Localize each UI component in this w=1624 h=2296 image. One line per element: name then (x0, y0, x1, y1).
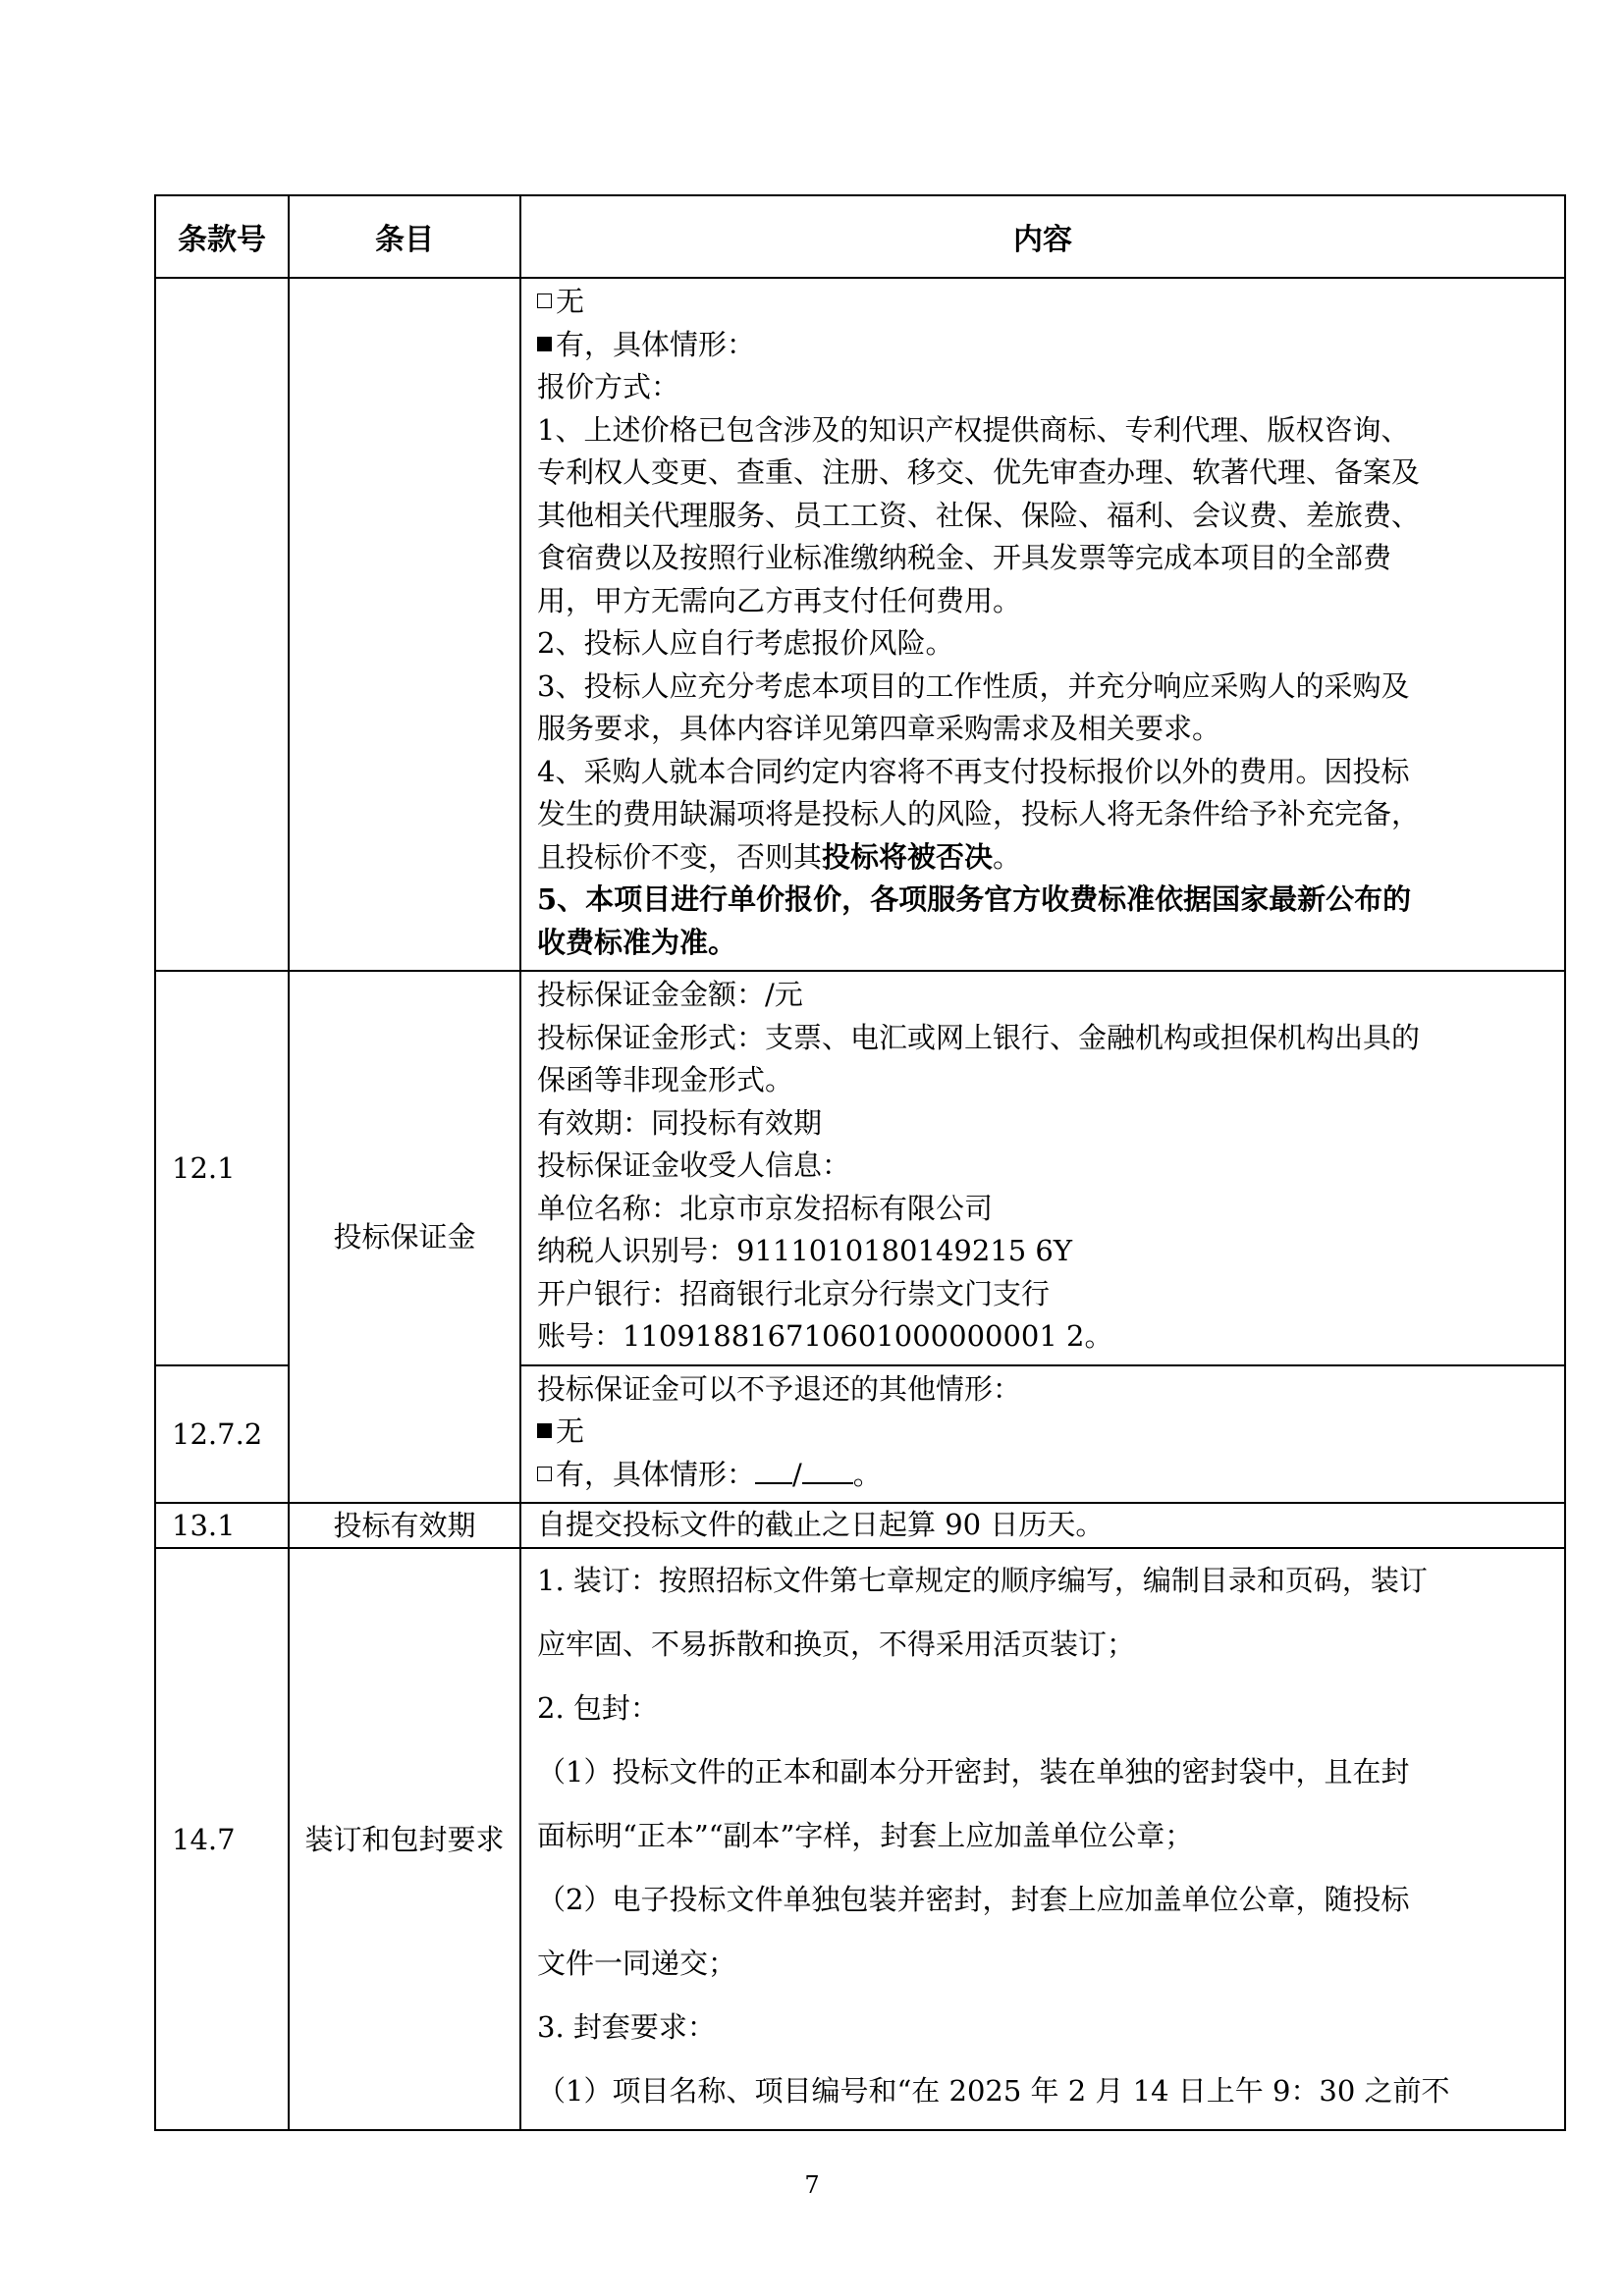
bold-line: 收费标准为准。 (537, 925, 737, 959)
content-line: 其他相关代理服务、员工工资、社保、保险、福利、会议费、差旅费、 (537, 498, 1421, 532)
option-none-label: 无 (556, 1415, 585, 1448)
clause-item: 投标保证金 (289, 971, 520, 1503)
clause-item: 投标有效期 (289, 1503, 520, 1548)
clause-content (520, 278, 1565, 971)
table-row (155, 971, 1565, 1365)
content-line: 服务要求，具体内容详见第四章采购需求及相关要求。 (537, 712, 1221, 745)
content-line: 1. 装订：按照招标文件第七章规定的顺序编写，编制目录和页码，装订 (537, 1564, 1428, 1597)
clause-number (155, 278, 289, 971)
content-line: 账号：110918816710601000000001 2。 (537, 1319, 1113, 1353)
unchecked-box-icon (537, 294, 552, 308)
page-number: 7 (804, 2171, 820, 2199)
content-line: 投标保证金形式：支票、电汇或网上银行、金融机构或担保机构出具的 (537, 1020, 1421, 1054)
content-line: 报价方式： (537, 370, 680, 403)
content-line: 3. 封套要求： (537, 2010, 716, 2044)
blank-value: / (792, 1457, 802, 1491)
checked-box-icon (537, 1423, 552, 1438)
content-line: 用，甲方无需向乙方再支付任何费用。 (537, 583, 1022, 617)
content-line: 2. 包封： (537, 1691, 659, 1725)
header-clause-number: 条款号 (155, 195, 289, 278)
clause-content (520, 1503, 1565, 1548)
content-line: 1、上述价格已包含涉及的知识产权提供商标、专利代理、版权咨询、 (537, 412, 1410, 447)
option-yes (537, 1454, 1554, 1497)
content-line: 投标保证金收受人信息： (537, 1148, 851, 1182)
clause-table (154, 194, 1566, 2131)
checked-box-icon (537, 337, 552, 351)
option-yes (537, 324, 1554, 367)
table-row (155, 1503, 1565, 1548)
content-line: 投标保证金可以不予退还的其他情形： (537, 1371, 1022, 1406)
clause-number: 12.7.2 (155, 1365, 289, 1504)
content-line: 4、采购人就本合同约定内容将不再支付投标报价以外的费用。因投标 (537, 754, 1410, 788)
unchecked-box-icon (537, 1467, 552, 1481)
content-line: 开户银行：招商银行北京分行崇文门支行 (537, 1276, 1051, 1310)
content-line: 纳税人识别号：9111010180149215 6Y (537, 1234, 1073, 1267)
clause-content (520, 971, 1565, 1365)
clause-content (520, 1548, 1565, 2130)
clause-number: 14.7 (155, 1548, 289, 2130)
content-line: 文件一同递交； (537, 1947, 737, 1980)
content-line (537, 836, 1554, 880)
option-none (537, 1411, 1554, 1454)
bold-line: 5、本项目进行单价报价，各项服务官方收费标准依据国家最新公布的 (537, 882, 1412, 916)
content-text: 。 (993, 839, 1022, 874)
content-line: 面标明“正本”“副本”字样，封套上应加盖单位公章； (537, 1819, 1194, 1852)
content-line: 2、投标人应自行考虑报价风险。 (537, 626, 954, 660)
clause-number: 13.1 (155, 1503, 289, 1548)
content-text: 。 (852, 1457, 882, 1491)
content-line: 投标保证金金额：/元 (537, 978, 803, 1011)
clause-content (520, 1365, 1565, 1504)
content-text: 且投标价不变，否则其 (537, 839, 823, 874)
option-yes-label: 有，具体情形： (556, 327, 756, 361)
blank-line (802, 1482, 853, 1484)
content-line: 自提交投标文件的截止之日起算 90 日历天。 (537, 1508, 1105, 1541)
content-line: 单位名称：北京市京发招标有限公司 (537, 1191, 994, 1225)
clause-item: 装订和包封要求 (289, 1548, 520, 2130)
content-line: （1）项目名称、项目编号和“在 2025 年 2 月 14 日上午 9：30 之前不 (537, 2074, 1450, 2108)
content-line: 发生的费用缺漏项将是投标人的风险，投标人将无条件给予补充完备， (537, 797, 1421, 830)
option-none-label: 无 (556, 285, 585, 318)
header-row (155, 195, 1565, 278)
content-line: 有效期：同投标有效期 (537, 1105, 823, 1140)
table-row (155, 1548, 1565, 2130)
blank-line (755, 1482, 792, 1484)
content-line: 3、投标人应充分考虑本项目的工作性质，并充分响应采购人的采购及 (537, 668, 1410, 703)
table-row (155, 278, 1565, 971)
header-item: 条目 (289, 195, 520, 278)
content-line: 保函等非现金形式。 (537, 1063, 794, 1096)
clause-item (289, 278, 520, 971)
content-line: 专利权人变更、查重、注册、移交、优先审查办理、软著代理、备案及 (537, 455, 1421, 489)
content-line: （2）电子投标文件单独包装并密封，封套上应加盖单位公章，随投标 (537, 1883, 1410, 1916)
content-line: 应牢固、不易拆散和换页，不得采用活页装订； (537, 1628, 1136, 1661)
option-yes-label: 有，具体情形： (556, 1457, 756, 1491)
content-line: （1）投标文件的正本和副本分开密封，装在单独的密封袋中，且在封 (537, 1755, 1410, 1789)
clause-number: 12.1 (155, 971, 289, 1365)
option-none (537, 281, 1554, 324)
header-content: 内容 (520, 195, 1565, 278)
bold-text: 投标将被否决 (822, 839, 994, 874)
content-line: 食宿费以及按照行业标准缴纳税金、开具发票等完成本项目的全部费 (537, 541, 1392, 574)
